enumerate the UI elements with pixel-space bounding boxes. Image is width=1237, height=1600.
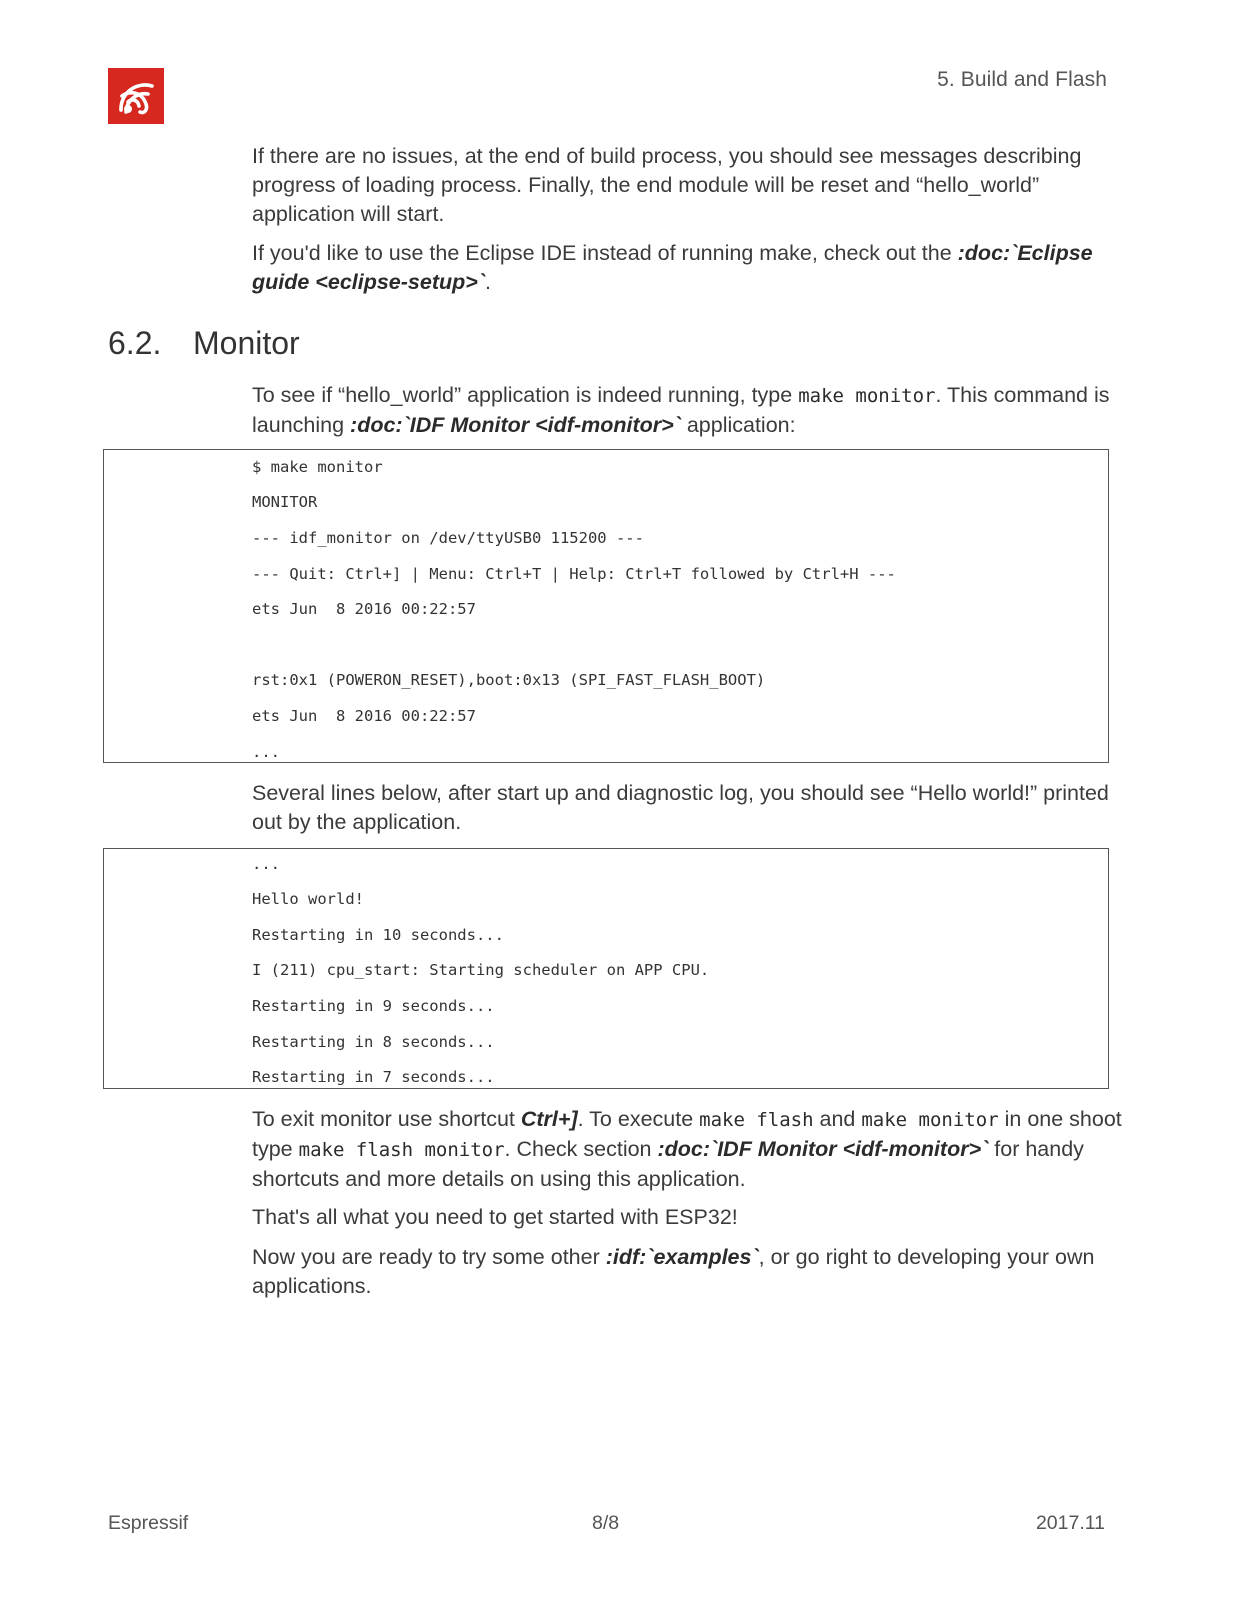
footer-date: 2017.11 xyxy=(1035,1512,1105,1534)
code-line: Restarting in 10 seconds... xyxy=(252,926,504,944)
next-steps-end: , or go right to developing your own applications. xyxy=(252,1245,1095,1298)
code-line: Restarting in 7 seconds... xyxy=(252,1068,495,1086)
code-line: ets Jun 8 2016 00:22:57 xyxy=(252,707,476,725)
code-line: ... xyxy=(252,855,280,873)
code-line: rst:0x1 (POWERON_RESET),boot:0x13 (SPI_FAST_FLASH_BOOT) xyxy=(252,671,766,689)
section-number: 6.2. xyxy=(108,325,162,361)
hello-world-paragraph: Several lines below, after start up and diagnostic log, you should see “Hello world!” printed out by the application. xyxy=(252,781,1109,834)
code-line: Hello world! xyxy=(252,890,364,908)
exit-monitor-paragraph xyxy=(252,1105,1122,1194)
exit-text: To exit monitor use shortcut xyxy=(252,1107,521,1131)
idf-examples-link[interactable]: :idf:`examples` xyxy=(605,1245,759,1269)
inline-code-make-monitor: make monitor xyxy=(798,385,936,407)
exit-text: for handy shortcuts and more details on using this application. xyxy=(252,1137,1084,1191)
exit-text: in one shoot type xyxy=(252,1107,1122,1161)
code-line: --- idf_monitor on /dev/ttyUSB0 115200 --- xyxy=(252,529,644,547)
code-line: Restarting in 8 seconds... xyxy=(252,1033,495,1051)
code-line: ... xyxy=(252,743,280,761)
code-line: $ make monitor xyxy=(252,458,383,476)
eclipse-paragraph-text: If you'd like to use the Eclipse IDE instead of running make, check out the xyxy=(252,241,958,265)
eclipse-guide-link[interactable]: :doc:`Eclipse guide <eclipse-setup>` xyxy=(252,241,1093,294)
build-result-paragraph: If there are no issues, at the end of build process, you should see messages describing progress of loading process. Finally, the end module will be reset and “hello_world” application will start. xyxy=(252,144,1082,226)
espressif-logo xyxy=(108,68,164,124)
exit-text: . To execute xyxy=(577,1107,700,1131)
footer-company: Espressif xyxy=(108,1512,189,1534)
monitor-intro-paragraph xyxy=(252,381,1122,440)
monitor-intro-middle: . This command is launching xyxy=(252,383,1110,437)
shortcut-ctrl-bracket: Ctrl+] xyxy=(520,1107,578,1131)
monitor-output-code-block xyxy=(103,449,1109,763)
exit-text: . Check section xyxy=(504,1137,658,1161)
eclipse-paragraph-end: . xyxy=(484,270,491,294)
footer-page-number: 8/8 xyxy=(592,1512,620,1534)
code-line: Restarting in 9 seconds... xyxy=(252,997,495,1015)
getting-started-paragraph: That's all what you need to get started with ESP32! xyxy=(252,1205,738,1229)
code-line: I (211) cpu_start: Starting scheduler on APP CPU. xyxy=(252,961,710,979)
exit-text: and xyxy=(813,1107,862,1131)
next-steps-paragraph xyxy=(252,1243,1122,1301)
inline-code-make-flash: make flash xyxy=(699,1109,814,1131)
running-header: 5. Build and Flash xyxy=(937,68,1107,91)
code-line: ets Jun 8 2016 00:22:57 xyxy=(252,600,476,618)
eclipse-paragraph xyxy=(252,239,1122,297)
monitor-intro-end: application: xyxy=(680,413,796,437)
wifi-signal-icon xyxy=(108,68,164,124)
next-steps-text: Now you are ready to try some other xyxy=(252,1245,606,1269)
code-line: --- Quit: Ctrl+] | Menu: Ctrl+T | Help: Ctrl+T followed by Ctrl+H --- xyxy=(252,565,896,583)
idf-monitor-link[interactable]: :doc:`IDF Monitor <idf-monitor>` xyxy=(350,413,681,437)
code-line: MONITOR xyxy=(252,493,318,511)
inline-code-make-monitor: make monitor xyxy=(861,1109,999,1131)
idf-monitor-link[interactable]: :doc:`IDF Monitor <idf-monitor>` xyxy=(657,1137,989,1161)
inline-code-make-flash-monitor: make flash monitor xyxy=(298,1139,505,1161)
section-title: Monitor xyxy=(193,325,300,361)
hello-world-output-code-block xyxy=(103,848,1109,1089)
monitor-intro-text: To see if “hello_world” application is indeed running, type xyxy=(252,383,799,407)
section-heading xyxy=(108,325,300,362)
